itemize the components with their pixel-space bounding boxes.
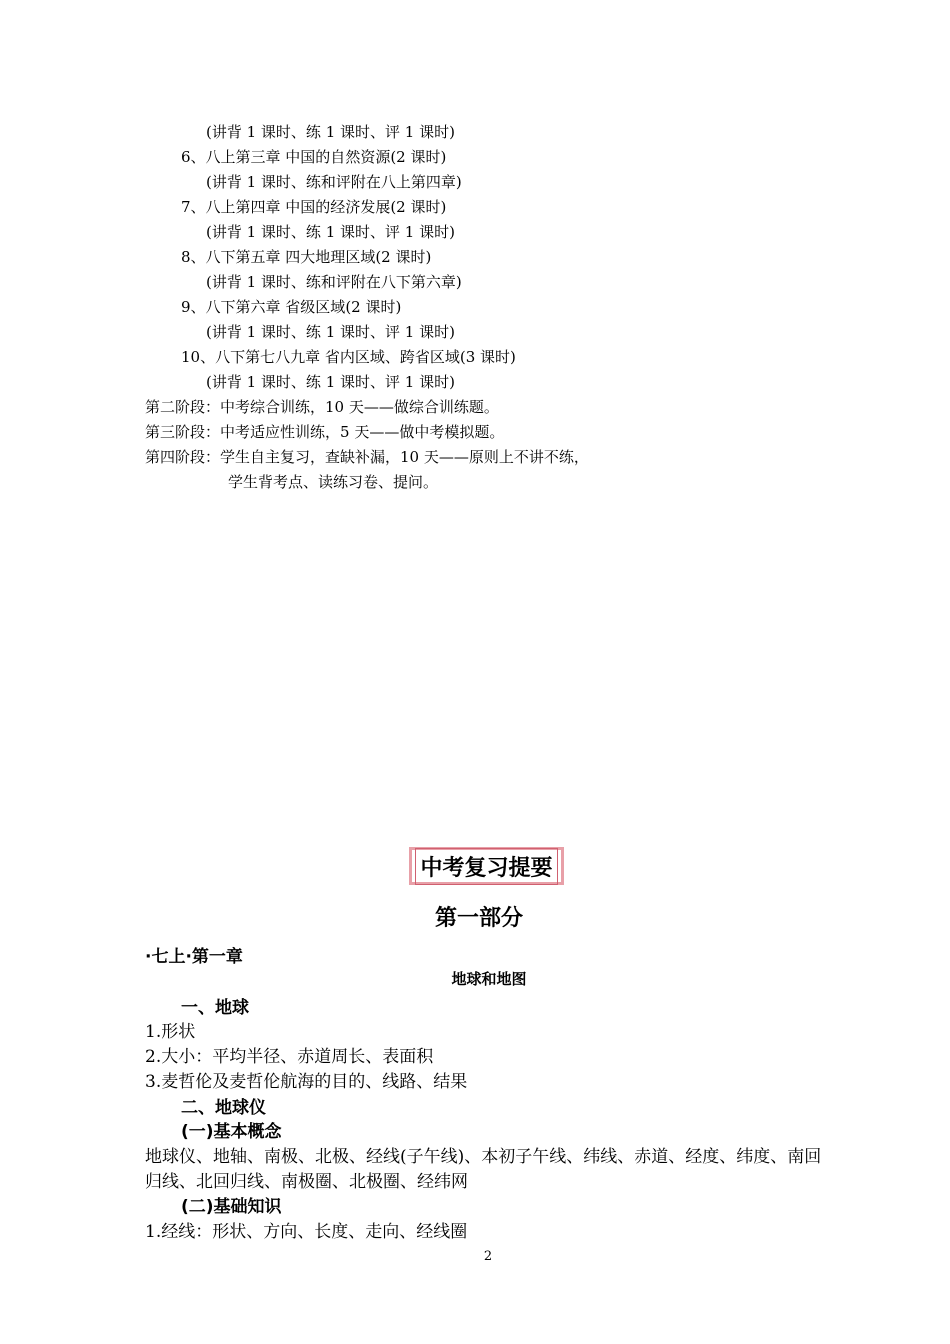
page-number-row bbox=[0, 1249, 950, 1264]
stage-4-line-1: 第四阶段：学生自主复习，查缺补漏，10 天——原则上不讲不练， bbox=[145, 448, 589, 466]
plan-line-10: 10、八下第七八九章 省内区域、跨省区域(3 课时) bbox=[181, 348, 516, 366]
chapter-heading: ·七上·第一章 bbox=[145, 947, 243, 967]
plan-line-7: (讲背 1 课时、练和评附在八下第六章) bbox=[206, 273, 462, 291]
section-1-heading: 一、地球 bbox=[181, 998, 249, 1018]
plan-line-11: (讲背 1 课时、练 1 课时、评 1 课时) bbox=[206, 373, 455, 391]
item-magellan: 3.麦哲伦及麦哲伦航海的目的、线路、结果 bbox=[145, 1072, 468, 1092]
subsection-basics: (二)基础知识 bbox=[181, 1197, 282, 1217]
review-title: 中考复习提要 bbox=[415, 848, 557, 885]
plan-line-5: (讲背 1 课时、练 1 课时、评 1 课时) bbox=[206, 223, 455, 241]
review-title-box bbox=[409, 847, 564, 885]
chapter-title-row bbox=[0, 968, 950, 989]
stage-2: 第二阶段：中考综合训练，10 天——做综合训练题。 bbox=[145, 398, 499, 416]
concepts-line-1: 地球仪、地轴、南极、北极、经线(子午线)、本初子午线、纬线、赤道、经度、纬度、南回 bbox=[145, 1147, 822, 1167]
stage-4-line-2: 学生背考点、读练习卷、提问。 bbox=[228, 473, 439, 491]
part-heading bbox=[0, 901, 950, 932]
plan-line-9: (讲背 1 课时、练 1 课时、评 1 课时) bbox=[206, 323, 455, 341]
part-heading-text: 第一部分 bbox=[434, 906, 523, 931]
item-shape: 1.形状 bbox=[145, 1022, 196, 1042]
subsection-concepts: (一)基本概念 bbox=[181, 1122, 282, 1142]
section-2-heading: 二、地球仪 bbox=[181, 1098, 266, 1118]
plan-line-2: 6、八上第三章 中国的自然资源(2 课时) bbox=[181, 148, 447, 166]
stage-3: 第三阶段：中考适应性训练，5 天——做中考模拟题。 bbox=[145, 423, 505, 441]
concepts-line-2: 归线、北回归线、南极圈、北极圈、经纬网 bbox=[145, 1172, 468, 1192]
page-number: 2 bbox=[483, 1249, 493, 1264]
plan-line-3: (讲背 1 课时、练和评附在八上第四章) bbox=[206, 173, 462, 191]
chapter-title: 地球和地图 bbox=[451, 970, 527, 988]
plan-line-6: 8、八下第五章 四大地理区域(2 课时) bbox=[181, 248, 432, 266]
item-size: 2.大小：平均半径、赤道周长、表面积 bbox=[145, 1047, 434, 1067]
plan-line-4: 7、八上第四章 中国的经济发展(2 课时) bbox=[181, 198, 447, 216]
plan-line-1: (讲背 1 课时、练 1 课时、评 1 课时) bbox=[206, 123, 455, 141]
plan-line-8: 9、八下第六章 省级区域(2 课时) bbox=[181, 298, 402, 316]
basics-line-1: 1.经线：形状、方向、长度、走向、经线圈 bbox=[145, 1222, 468, 1242]
